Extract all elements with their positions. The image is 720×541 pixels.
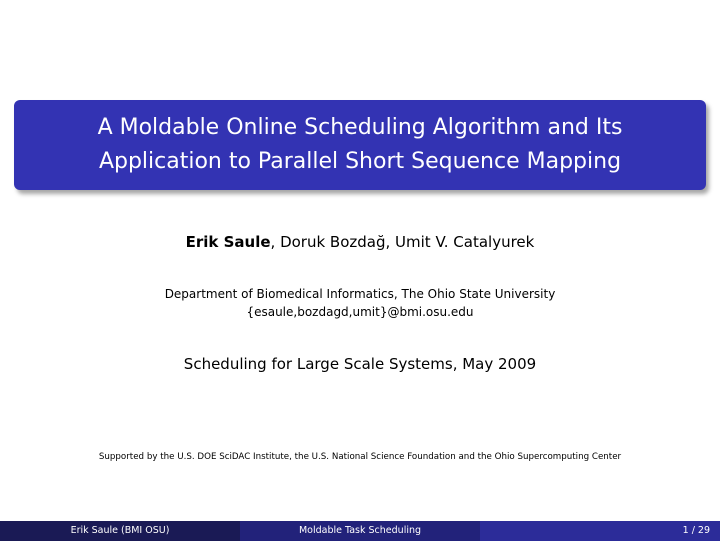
footer-page-number: 1 / 29 [480, 521, 720, 541]
title-line-2: Application to Parallel Short Sequence Mapping [98, 149, 622, 174]
author-list [0, 232, 720, 252]
coauthor-names: , Doruk Bozdağ, Umit V. Catalyurek [270, 233, 535, 251]
footer-short-title: Moldable Task Scheduling [240, 521, 480, 541]
email-address: {esaule,bozdagd,umit}@bmi.osu.edu [246, 305, 474, 319]
affiliation-block [0, 285, 720, 321]
presenter-name: Erik Saule [185, 233, 271, 251]
title-line-1: A Moldable Online Scheduling Algorithm and Its [97, 115, 623, 140]
footer-bar [0, 521, 720, 541]
support-note: Supported by the U.S. DOE SciDAC Institute, the U.S. National Science Foundation and the Ohio Supercomputing Center [98, 452, 622, 462]
institution: Department of Biomedical Informatics, The Ohio State University [164, 287, 556, 301]
title-block [14, 100, 706, 190]
footer-author: Erik Saule (BMI OSU) [0, 521, 240, 541]
venue: Scheduling for Large Scale Systems, May 2009 [183, 355, 537, 373]
